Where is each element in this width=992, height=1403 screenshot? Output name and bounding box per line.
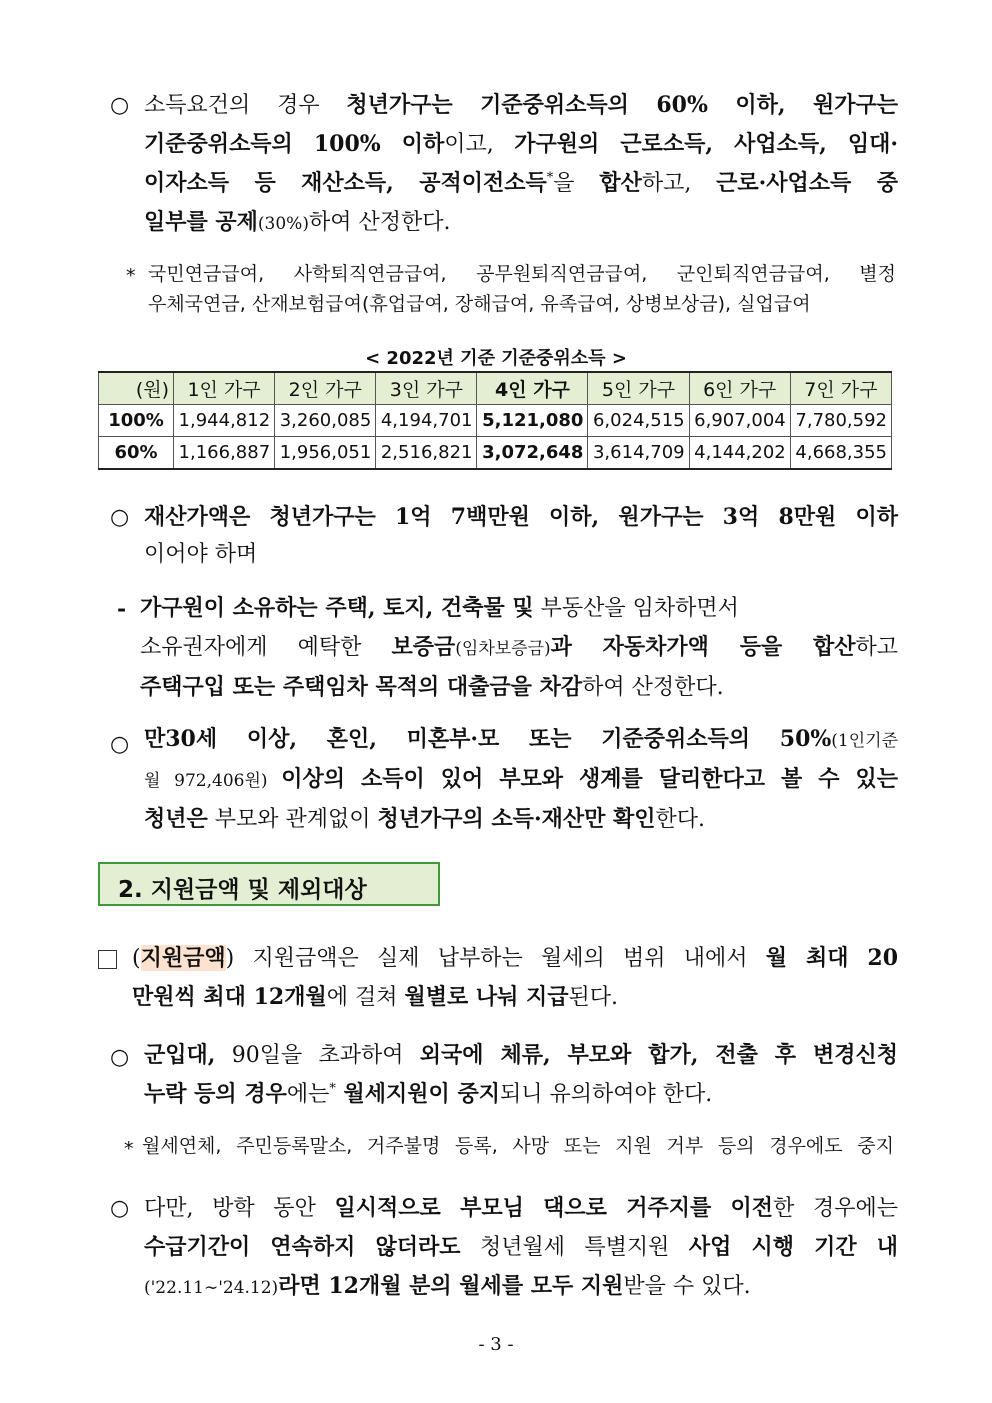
row-label: 60% bbox=[99, 437, 174, 470]
suspension-paragraph bbox=[144, 1036, 898, 1114]
table-cell-highlighted: 5,121,080 bbox=[477, 405, 588, 437]
bullet-circle: ○ bbox=[110, 732, 130, 757]
bullet-circle: ○ bbox=[110, 1045, 130, 1070]
table-cell: 7,780,592 bbox=[790, 405, 891, 437]
note-line: 우체국연금, 산재보험급여(휴업급여, 장해급여, 유족급여, 상병보상금), 실업급여 bbox=[148, 293, 811, 315]
checkbox-square-icon bbox=[98, 950, 117, 969]
text-line: 재산가액은 청년가구는 1억 7백만원 이하, 원가구는 3억 8만원 이하 bbox=[144, 504, 898, 530]
header-cell: 3인 가구 bbox=[376, 372, 477, 405]
header-cell: 7인 가구 bbox=[790, 372, 891, 405]
text-line: 청년은 부모와 관계없이 청년가구의 소득·재산만 확인한다. bbox=[144, 806, 706, 832]
header-cell: 6인 가구 bbox=[689, 372, 790, 405]
page-number: - 3 - bbox=[478, 1334, 514, 1355]
footnote-asterisk: * bbox=[124, 1138, 134, 1160]
text-line: ('22.11∼'24.12)라면 12개월 분의 월세를 모두 지원받을 수 있다. bbox=[144, 1273, 751, 1299]
table-cell-highlighted: 3,072,648 bbox=[477, 437, 588, 470]
text-line: 만원씩 최대 12개월에 걸쳐 월별로 나눠 지급된다. bbox=[132, 984, 619, 1010]
table-cell: 4,668,355 bbox=[790, 437, 891, 470]
text-line: 다만, 방학 동안 일시적으로 부모님 댁으로 거주지를 이전한 경우에는 bbox=[144, 1195, 898, 1221]
text-line: 소유권자에게 예탁한 보증금(임차보증금)과 자동차가액 등을 합산하고 bbox=[140, 634, 899, 660]
table-cell: 2,516,821 bbox=[376, 437, 477, 470]
bullet-circle: ○ bbox=[110, 505, 130, 530]
header-cell: 5인 가구 bbox=[588, 372, 689, 405]
header-cell: 1인 가구 bbox=[174, 372, 275, 405]
table-cell: 6,024,515 bbox=[588, 405, 689, 437]
footnote-mark: * bbox=[329, 1081, 336, 1097]
bullet-circle: ○ bbox=[110, 1196, 130, 1221]
text-line: 가구원이 소유하는 주택, 토지, 건축물 및 부동산을 임차하면서 bbox=[140, 595, 739, 621]
header-cell: 2인 가구 bbox=[275, 372, 376, 405]
table-header-row bbox=[99, 372, 892, 405]
table-title: < 2022년 기준 기준중위소득 > bbox=[365, 348, 627, 369]
text-line: 소득요건의 경우 청년가구는 기준중위소득의 60% 이하, 원가구는 bbox=[144, 92, 898, 118]
footnote-asterisk: * bbox=[126, 265, 136, 287]
table-row bbox=[99, 405, 892, 437]
row-label: 100% bbox=[99, 405, 174, 437]
text-line: 수급기간이 연속하지 않더라도 청년월세 특별지원 사업 시행 기간 내 bbox=[144, 1234, 898, 1260]
table-cell: 6,907,004 bbox=[689, 405, 790, 437]
table-cell: 3,614,709 bbox=[588, 437, 689, 470]
support-amount-paragraph bbox=[132, 939, 898, 1017]
text-line: 기준중위소득의 100% 이하이고, 가구원의 근로소득, 사업소득, 임대· bbox=[144, 131, 898, 157]
independent-youth-paragraph bbox=[144, 720, 898, 839]
section-heading-box bbox=[98, 862, 440, 906]
bullet-circle: ○ bbox=[110, 93, 130, 118]
header-unit: (원) bbox=[99, 372, 174, 405]
text-line: 일부를 공제(30%)하여 산정한다. bbox=[144, 209, 451, 235]
table-cell: 1,956,051 bbox=[275, 437, 376, 470]
highlighted-term: 지원금액 bbox=[140, 945, 226, 971]
table-row bbox=[99, 437, 892, 470]
asset-requirement-paragraph bbox=[144, 498, 898, 574]
dash-marker: - bbox=[117, 596, 127, 622]
table-cell: 1,166,887 bbox=[174, 437, 275, 470]
text-line: 주택구입 또는 주택임차 목적의 대출금을 차감하여 산정한다. bbox=[140, 674, 724, 700]
suspension-footnote bbox=[142, 1131, 894, 1161]
text-line: 이자소득 등 재산소득, 공적이전소득*을 합산하고, 근로·사업소득 중 bbox=[144, 170, 898, 196]
table-cell: 4,194,701 bbox=[376, 405, 477, 437]
vacation-exception-paragraph bbox=[144, 1189, 898, 1307]
text-line: (지원금액) 지원금액은 실제 납부하는 월세의 범위 내에서 월 최대 20 bbox=[132, 945, 898, 971]
header-cell-highlighted: 4인 가구 bbox=[477, 372, 588, 405]
note-line: 국민연금급여, 사학퇴직연금급여, 공무원퇴직연금급여, 군인퇴직연금급여, 별정 bbox=[148, 263, 896, 285]
table-cell: 4,144,202 bbox=[689, 437, 790, 470]
note-line: 월세연체, 주민등록말소, 거주불명 등록, 사망 또는 지원 거부 등의 경우에도 중지 bbox=[142, 1135, 894, 1157]
asset-calculation-paragraph bbox=[140, 589, 898, 707]
footnote-mark: * bbox=[546, 170, 554, 186]
text-line: 만30세 이상, 혼인, 미혼부·모 또는 기준중위소득의 50%(1인기준 bbox=[144, 726, 898, 752]
median-income-table bbox=[98, 371, 892, 470]
public-transfer-income-footnote bbox=[148, 259, 896, 319]
text-line: 이어야 하며 bbox=[144, 542, 258, 567]
text-line: 군입대, 90일을 초과하여 외국에 체류, 부모와 합가, 전출 후 변경신청 bbox=[144, 1042, 898, 1068]
text-line: 누락 등의 경우에는* 월세지원이 중지되니 유의하여야 한다. bbox=[144, 1081, 713, 1107]
income-requirement-paragraph bbox=[144, 86, 898, 243]
text-line: 월 972,406원) 이상의 소득이 있어 부모와 생계를 달리한다고 볼 수 있는 bbox=[144, 766, 898, 792]
table-cell: 1,944,812 bbox=[174, 405, 275, 437]
table-cell: 3,260,085 bbox=[275, 405, 376, 437]
section-title: 2. 지원금액 및 제외대상 bbox=[118, 877, 367, 903]
